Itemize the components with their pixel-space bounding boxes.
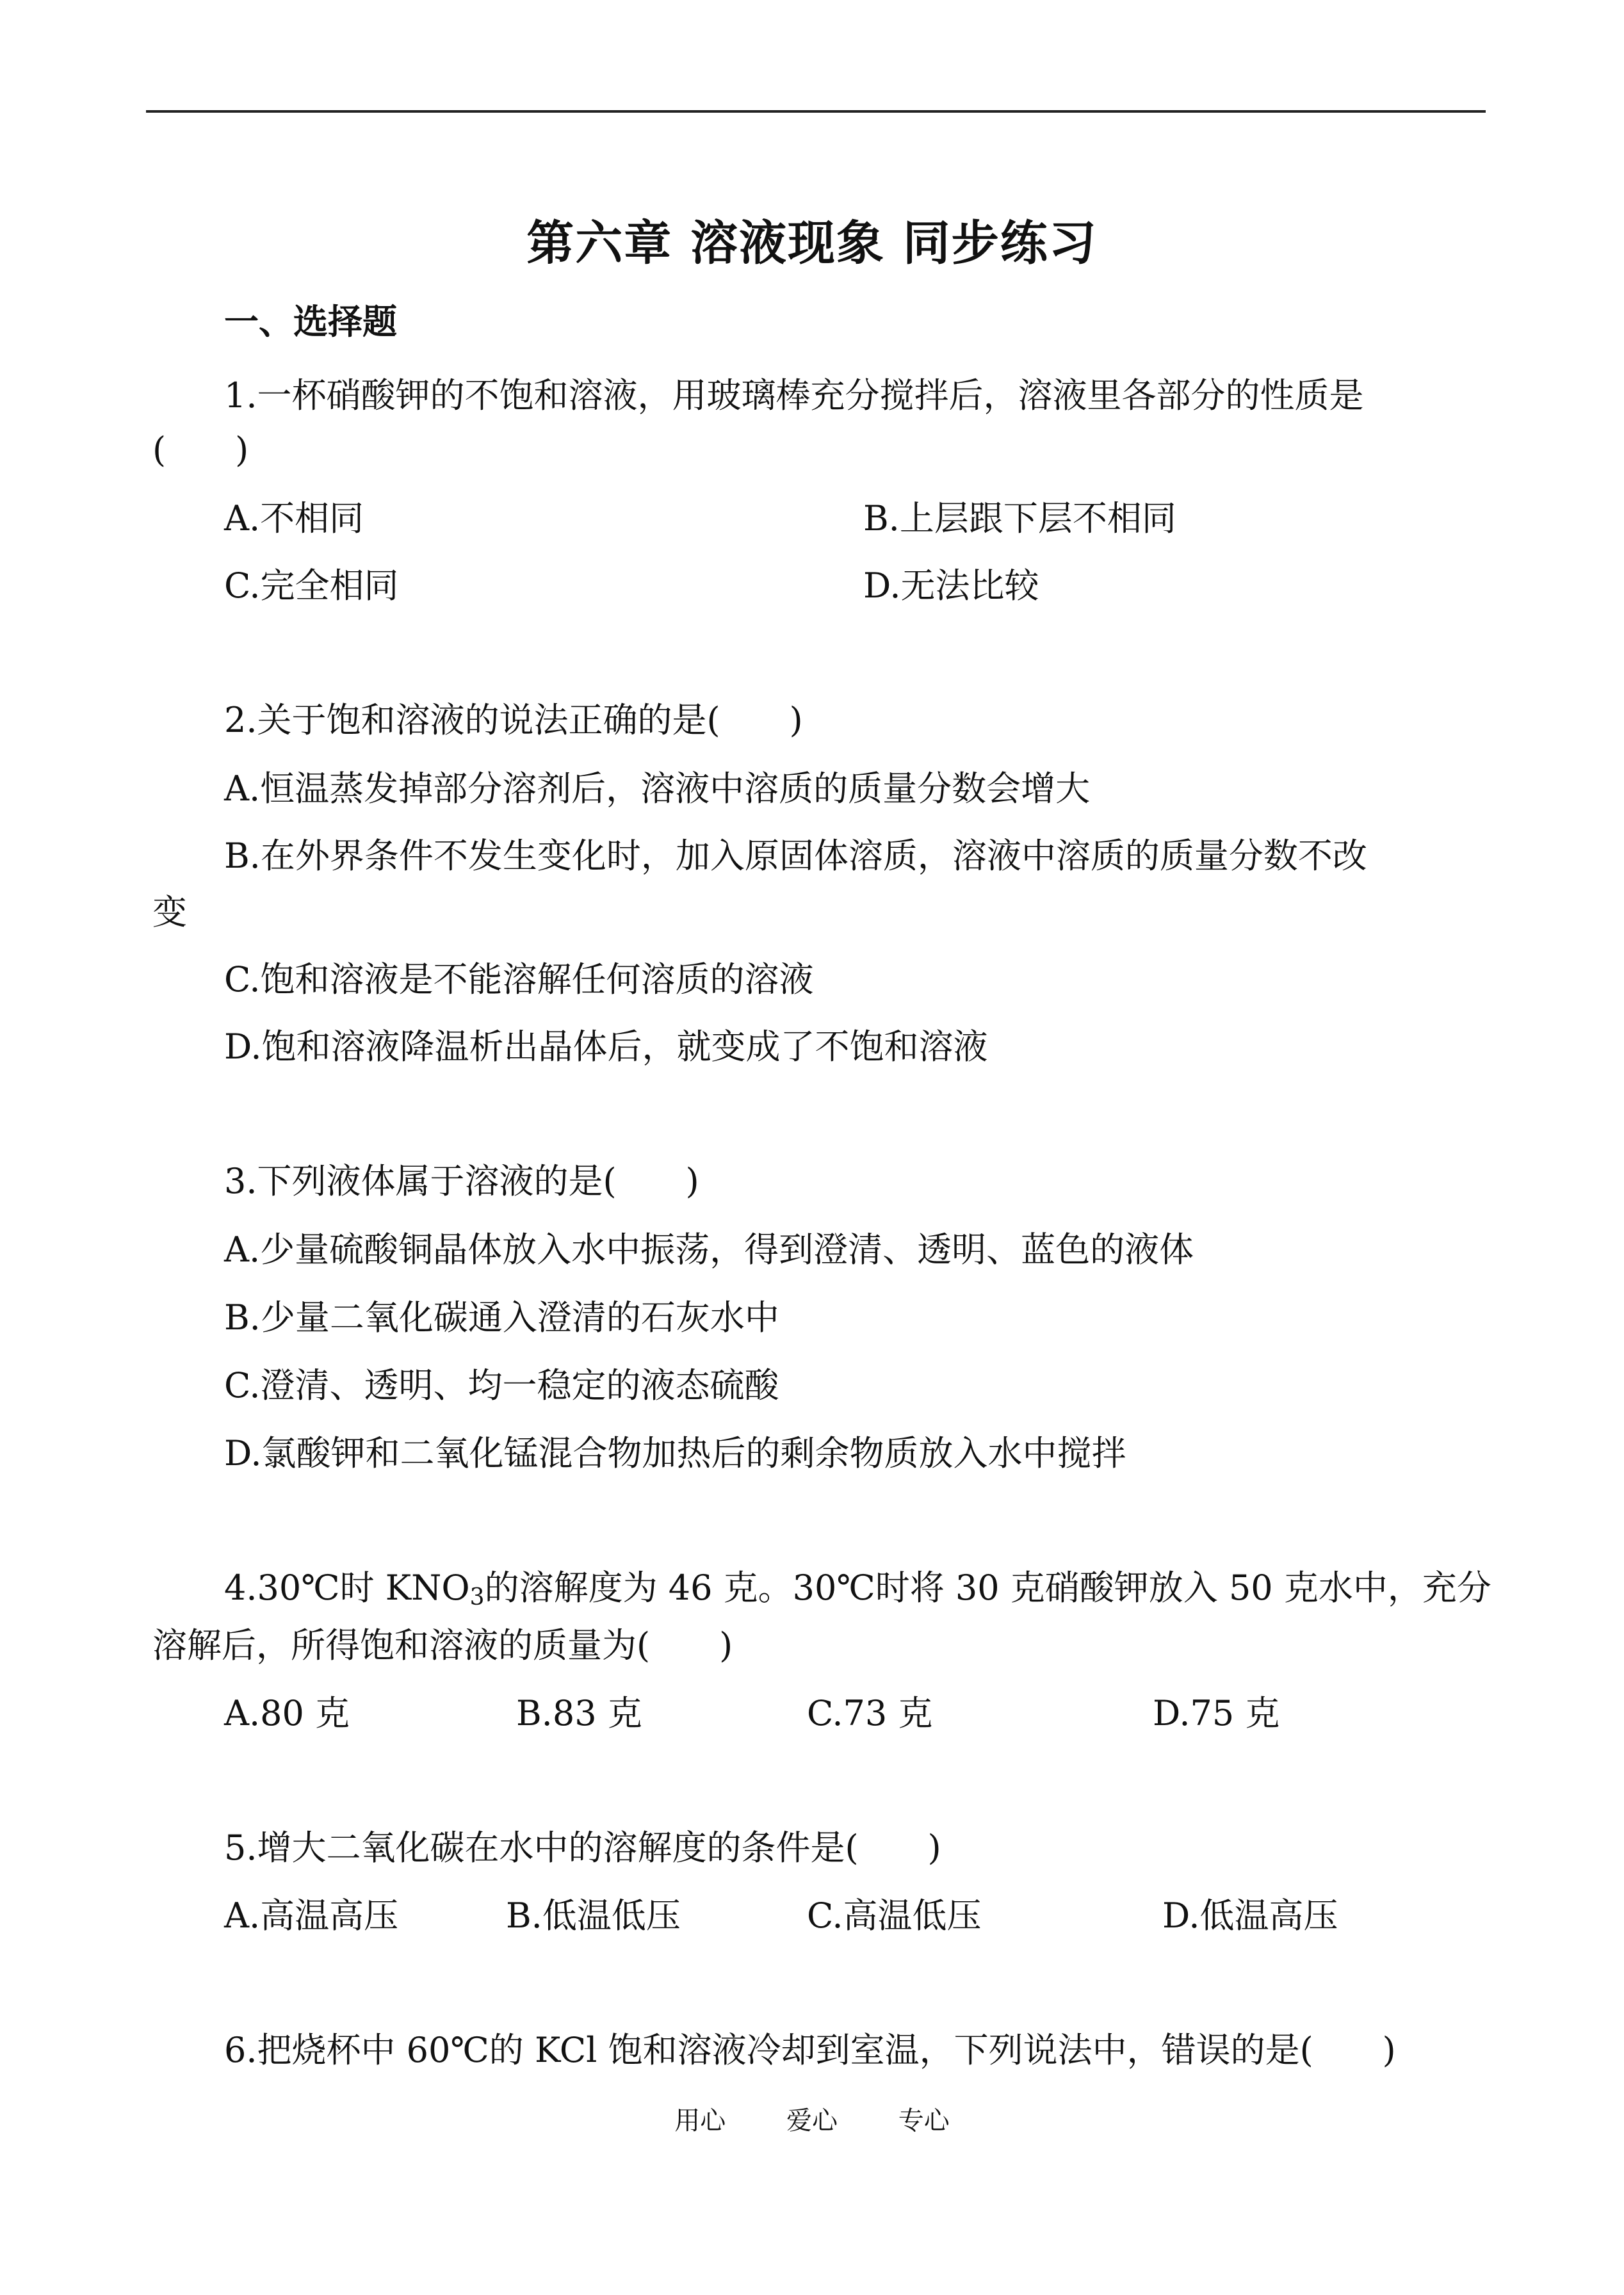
question-2-stem: 2.关于饱和溶液的说法正确的是( ) xyxy=(224,700,803,740)
question-2-option-a: A.恒温蒸发掉部分溶剂后，溶液中溶质的质量分数会增大 xyxy=(224,768,1091,809)
section-heading: 一、选择题 xyxy=(224,302,397,342)
footer-text-2: 爱心 xyxy=(786,2106,838,2136)
question-1-stem-cont: ( ) xyxy=(152,430,249,470)
question-2-option-c: C.饱和溶液是不能溶解任何溶质的溶液 xyxy=(224,959,814,1000)
question-5-option-d: D.低温高压 xyxy=(1162,1895,1338,1936)
question-5-option-b: B.低温低压 xyxy=(506,1895,681,1936)
question-1-option-d: D.无法比较 xyxy=(863,565,1039,606)
question-5-option-c: C.高温低压 xyxy=(807,1895,982,1936)
question-5-option-a: A.高温高压 xyxy=(224,1895,399,1936)
question-1-option-c: C.完全相同 xyxy=(224,565,399,606)
question-4-stem-part1: 4.30℃时 KNO xyxy=(224,1568,470,1608)
question-2-option-d: D.饱和溶液降温析出晶体后，就变成了不饱和溶液 xyxy=(224,1026,988,1067)
question-4-stem-part2: 的溶解度为 46 克。30℃时将 30 克硝酸钾放入 50 克水中，充分 xyxy=(484,1568,1491,1608)
question-2-option-b: B.在外界条件不发生变化时，加入原固体溶质，溶液中溶质的质量分数不改 xyxy=(224,836,1367,876)
footer-text-3: 专心 xyxy=(898,2106,950,2136)
question-5-stem: 5.增大二氧化碳在水中的溶解度的条件是( ) xyxy=(224,1828,941,1868)
question-3-stem: 3.下列液体属于溶液的是( ) xyxy=(224,1161,699,1201)
question-4-stem-cont: 溶解后，所得饱和溶液的质量为( ) xyxy=(152,1625,733,1666)
header-rule xyxy=(146,110,1486,113)
question-3-option-b: B.少量二氧化碳通入澄清的石灰水中 xyxy=(224,1297,779,1338)
question-3-option-a: A.少量硫酸铜晶体放入水中振荡，得到澄清、透明、蓝色的液体 xyxy=(224,1229,1194,1270)
question-4-option-a: A.80 克 xyxy=(224,1693,350,1733)
question-4-stem xyxy=(224,1562,1491,1614)
question-4-subscript: 3 xyxy=(469,1584,485,1610)
footer-text-1: 用心 xyxy=(674,2106,726,2136)
question-1-stem: 1.一杯硝酸钾的不饱和溶液，用玻璃棒充分搅拌后，溶液里各部分的性质是 xyxy=(224,375,1364,416)
question-3-option-d: D.氯酸钾和二氧化锰混合物加热后的剩余物质放入水中搅拌 xyxy=(224,1433,1126,1473)
question-1-option-a: A.不相同 xyxy=(224,498,364,539)
question-4-option-d: D.75 克 xyxy=(1153,1693,1280,1733)
page-footer xyxy=(0,2102,1624,2140)
page-title: 第六章 溶液现象 同步练习 xyxy=(526,216,1098,271)
question-1-option-b: B.上层跟下层不相同 xyxy=(863,498,1176,539)
question-6-stem: 6.把烧杯中 60℃的 KCl 饱和溶液冷却到室温，下列说法中，错误的是( ) xyxy=(224,2030,1396,2070)
question-3-option-c: C.澄清、透明、均一稳定的液态硫酸 xyxy=(224,1365,779,1406)
question-2-option-b-cont: 变 xyxy=(152,892,187,932)
question-4-option-b: B.83 克 xyxy=(516,1693,642,1733)
question-4-option-c: C.73 克 xyxy=(807,1693,933,1733)
